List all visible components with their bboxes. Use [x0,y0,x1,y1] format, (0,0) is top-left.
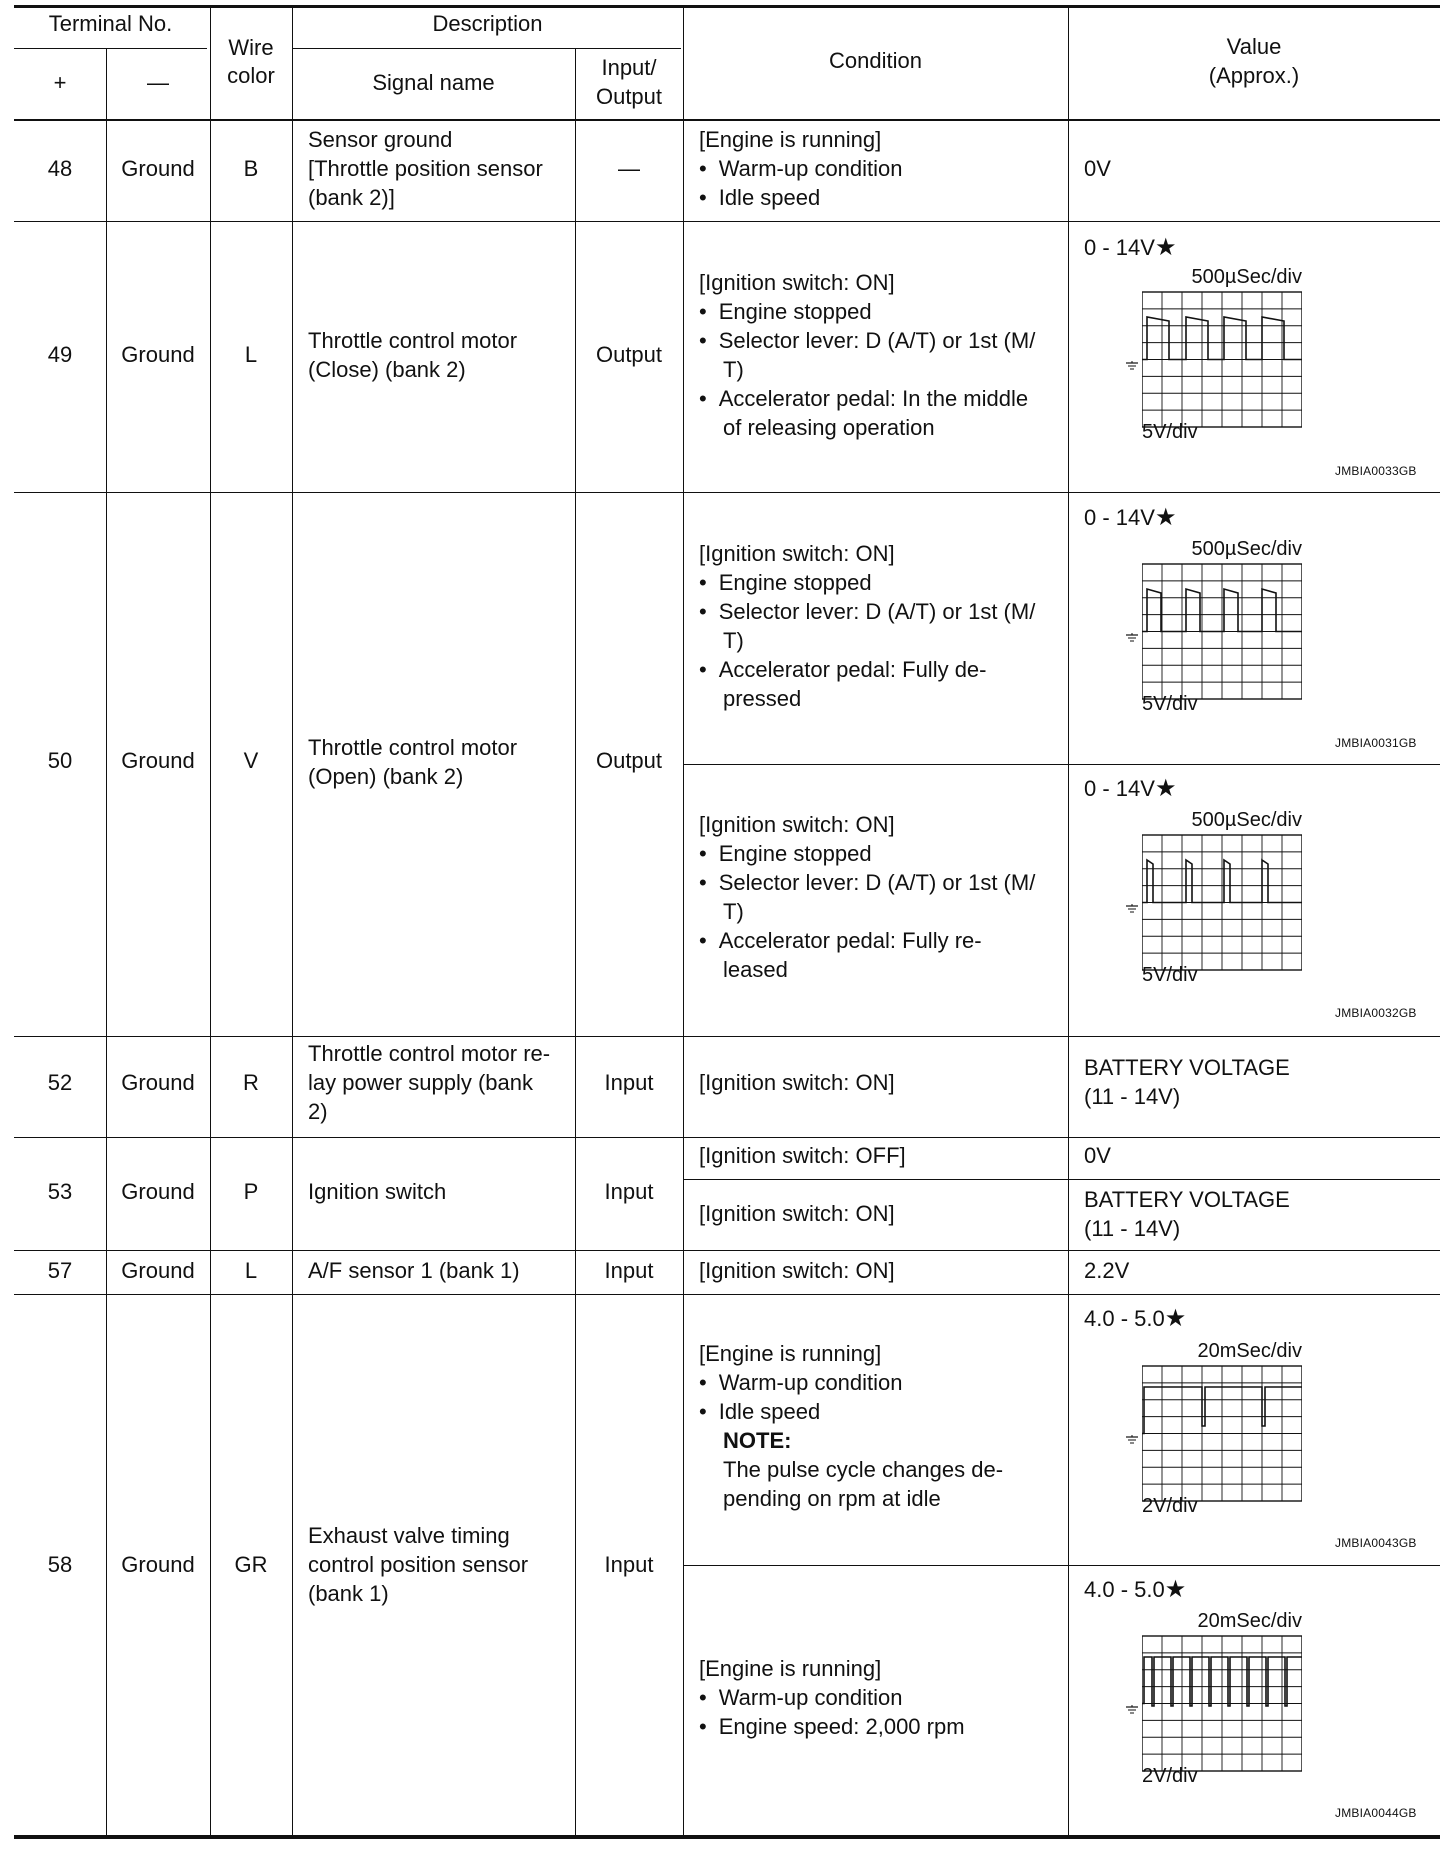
header-terminal-no: Terminal No. [48,11,173,36]
header-color: color [227,63,275,88]
io-type: Input [604,1070,654,1095]
scope-volts: 5V/div [1142,964,1198,986]
oscilloscope-waveform [1142,1340,1302,1517]
bullet: • [699,156,707,181]
wire-color: L [244,342,258,367]
condition-heading: [Ignition switch: OFF] [699,1143,906,1168]
condition-item-text: Idle speed [718,1399,821,1424]
value: 2.2V [1084,1258,1130,1283]
signal-name: Throttle control motor re- [308,1041,551,1066]
signal-name: (Open) (bank 2) [308,764,464,789]
condition-item-text: Engine stopped [718,841,872,866]
note-text: pending on rpm at idle [723,1486,941,1511]
bullet: • [699,1370,707,1395]
condition-item-text: Warm-up condition [718,1685,903,1710]
value [1084,233,1176,262]
io-type: Output [595,342,663,367]
scope-timebase: 20mSec/div [1197,1610,1302,1632]
note-label: NOTE: [723,1428,792,1453]
figure-code: JMBIA0033GB [1335,464,1417,478]
header-input: Input/ [601,55,657,80]
header-plus: + [53,70,67,95]
scope-timebase: 500µSec/div [1191,809,1302,831]
condition-item-text: Selector lever: D (A/T) or 1st (M/ [718,328,1036,353]
condition-item-text: Warm-up condition [718,1370,903,1395]
signal-name: (Close) (bank 2) [308,357,466,382]
signal-name: lay power supply (bank [308,1070,534,1095]
terminal-minus: Ground [121,748,195,773]
value [1084,503,1176,532]
io-type: Input [604,1179,654,1204]
signal-name: 2) [308,1099,328,1124]
value: (11 - 14V) [1084,1084,1181,1109]
wire-color: V [243,748,259,773]
signal-name: Ignition switch [308,1179,447,1204]
bullet: • [699,928,707,953]
ground-marker-icon [1126,358,1138,368]
value: (11 - 14V) [1084,1216,1181,1241]
header-minus: — [147,70,169,95]
value: 0V [1084,1143,1111,1168]
scope-volts: 5V/div [1142,421,1198,443]
scope-timebase: 500µSec/div [1191,538,1302,560]
terminal-minus: Ground [121,1070,195,1095]
signal-name: (bank 1) [308,1581,389,1606]
scope-timebase: 20mSec/div [1197,1340,1302,1362]
scope-volts: 2V/div [1142,1765,1198,1787]
value-text: 0 - 14V [1084,235,1155,260]
bullet: • [699,570,707,595]
star-icon: ★ [1164,1305,1187,1332]
terminal-plus: 49 [47,342,73,367]
header-condition: Condition [829,48,922,73]
oscilloscope-waveform [1142,1610,1302,1787]
condition-item-text: leased [723,957,788,982]
condition-item [699,154,903,183]
signal-name: Throttle control motor [308,735,518,760]
condition-item-text: Engine stopped [718,299,872,324]
note-text: The pulse cycle changes de- [723,1457,1004,1482]
wire-color: P [243,1179,259,1204]
header-description: Description [432,11,543,36]
condition-item-text: Accelerator pedal: Fully re- [718,928,982,953]
terminal-plus: 58 [47,1552,73,1577]
terminal-plus: 52 [47,1070,73,1095]
io-type: Input [604,1258,654,1283]
star-icon: ★ [1154,504,1177,531]
condition-item-text: Selector lever: D (A/T) or 1st (M/ [718,599,1036,624]
condition-item-text: Engine speed: 2,000 rpm [718,1714,965,1739]
condition-item-text: pressed [723,686,802,711]
wire-color: GR [234,1552,268,1577]
oscilloscope-waveform [1142,809,1302,986]
value [1084,1304,1186,1333]
figure-code: JMBIA0031GB [1335,736,1417,750]
condition-heading: [Engine is running] [699,1656,882,1681]
signal-name: (bank 2)] [308,185,395,210]
scope-grid [1142,813,1302,978]
bullet: • [699,657,707,682]
ground-marker-icon [1126,630,1138,640]
condition-heading: [Ignition switch: ON] [699,1070,895,1095]
header-approx: (Approx.) [1208,63,1300,88]
signal-name: Throttle control motor [308,328,518,353]
condition-item [699,183,820,212]
header-signal-name: Signal name [372,70,495,95]
value: BATTERY VOLTAGE [1084,1187,1290,1212]
value: BATTERY VOLTAGE [1084,1055,1290,1080]
value [1084,774,1176,803]
condition-heading: [Engine is running] [699,127,882,152]
condition-item-text: T) [723,357,744,382]
bullet: • [699,328,707,353]
value-text: 4.0 - 5.0 [1084,1577,1165,1602]
bullet: • [699,185,707,210]
figure-code: JMBIA0043GB [1335,1536,1417,1550]
bullet: • [699,299,707,324]
scope-grid [1142,1344,1302,1509]
header-wire: Wire [228,35,274,60]
star-icon: ★ [1154,775,1177,802]
bullet: • [699,1714,707,1739]
terminal-minus: Ground [121,1258,195,1283]
terminal-minus: Ground [121,342,195,367]
header-value: Value [1226,34,1282,59]
signal-name: A/F sensor 1 (bank 1) [308,1258,520,1283]
condition-heading: [Ignition switch: ON] [699,541,895,566]
condition-heading: [Ignition switch: ON] [699,812,895,837]
condition-heading: [Ignition switch: ON] [699,1258,895,1283]
signal-name: [Throttle position sensor [308,156,543,181]
ground-marker-icon [1126,901,1138,911]
terminal-plus: 50 [47,748,73,773]
scope-volts: 5V/div [1142,693,1198,715]
condition-item-text: T) [723,899,744,924]
io-type: — [618,156,640,181]
header-output: Output [595,84,663,109]
wire-color: B [243,156,259,181]
signal-name: Exhaust valve timing [308,1523,510,1548]
figure-code: JMBIA0044GB [1335,1806,1417,1820]
ground-marker-icon [1126,1702,1138,1712]
terminal-minus: Ground [121,1552,195,1577]
star-icon: ★ [1154,234,1177,261]
scope-volts: 2V/div [1142,1495,1198,1517]
condition-item-text: Accelerator pedal: Fully de- [718,657,987,682]
terminal-minus: Ground [121,156,195,181]
scope-grid [1142,1614,1302,1779]
scope-grid [1142,270,1302,435]
condition-item-text: Engine stopped [718,570,872,595]
condition-heading: [Ignition switch: ON] [699,270,895,295]
scope-timebase: 500µSec/div [1191,266,1302,288]
condition-heading: [Engine is running] [699,1341,882,1366]
io-type: Input [604,1552,654,1577]
bullet: • [699,599,707,624]
terminal-plus: 57 [47,1258,73,1283]
oscilloscope-waveform [1142,266,1302,443]
bullet: • [699,1685,707,1710]
terminal-minus: Ground [121,1179,195,1204]
condition-item-text: Idle speed [718,185,821,210]
io-type: Output [595,748,663,773]
value-text: 0 - 14V [1084,776,1155,801]
terminal-plus: 53 [47,1179,73,1204]
condition-item-text: Warm-up condition [718,156,903,181]
value-text: 4.0 - 5.0 [1084,1306,1165,1331]
bullet: • [699,841,707,866]
condition-item-text: T) [723,628,744,653]
scope-grid [1142,542,1302,707]
bullet: • [699,870,707,895]
condition-heading: [Ignition switch: ON] [699,1201,895,1226]
bullet: • [699,1399,707,1424]
terminal-plus: 48 [47,156,73,181]
condition-item-text: Selector lever: D (A/T) or 1st (M/ [718,870,1036,895]
signal-name: control position sensor [308,1552,529,1577]
value-text: 0 - 14V [1084,505,1155,530]
condition-item-text: of releasing operation [723,415,935,440]
figure-code: JMBIA0032GB [1335,1006,1417,1020]
signal-name: Sensor ground [308,127,453,152]
condition-item-text: Accelerator pedal: In the middle [718,386,1029,411]
oscilloscope-waveform [1142,538,1302,715]
star-icon: ★ [1164,1576,1187,1603]
wire-color: L [244,1258,258,1283]
bullet: • [699,386,707,411]
ground-marker-icon [1126,1432,1138,1442]
wire-color: R [243,1070,259,1095]
value [1084,1575,1186,1604]
value: 0V [1084,156,1111,181]
